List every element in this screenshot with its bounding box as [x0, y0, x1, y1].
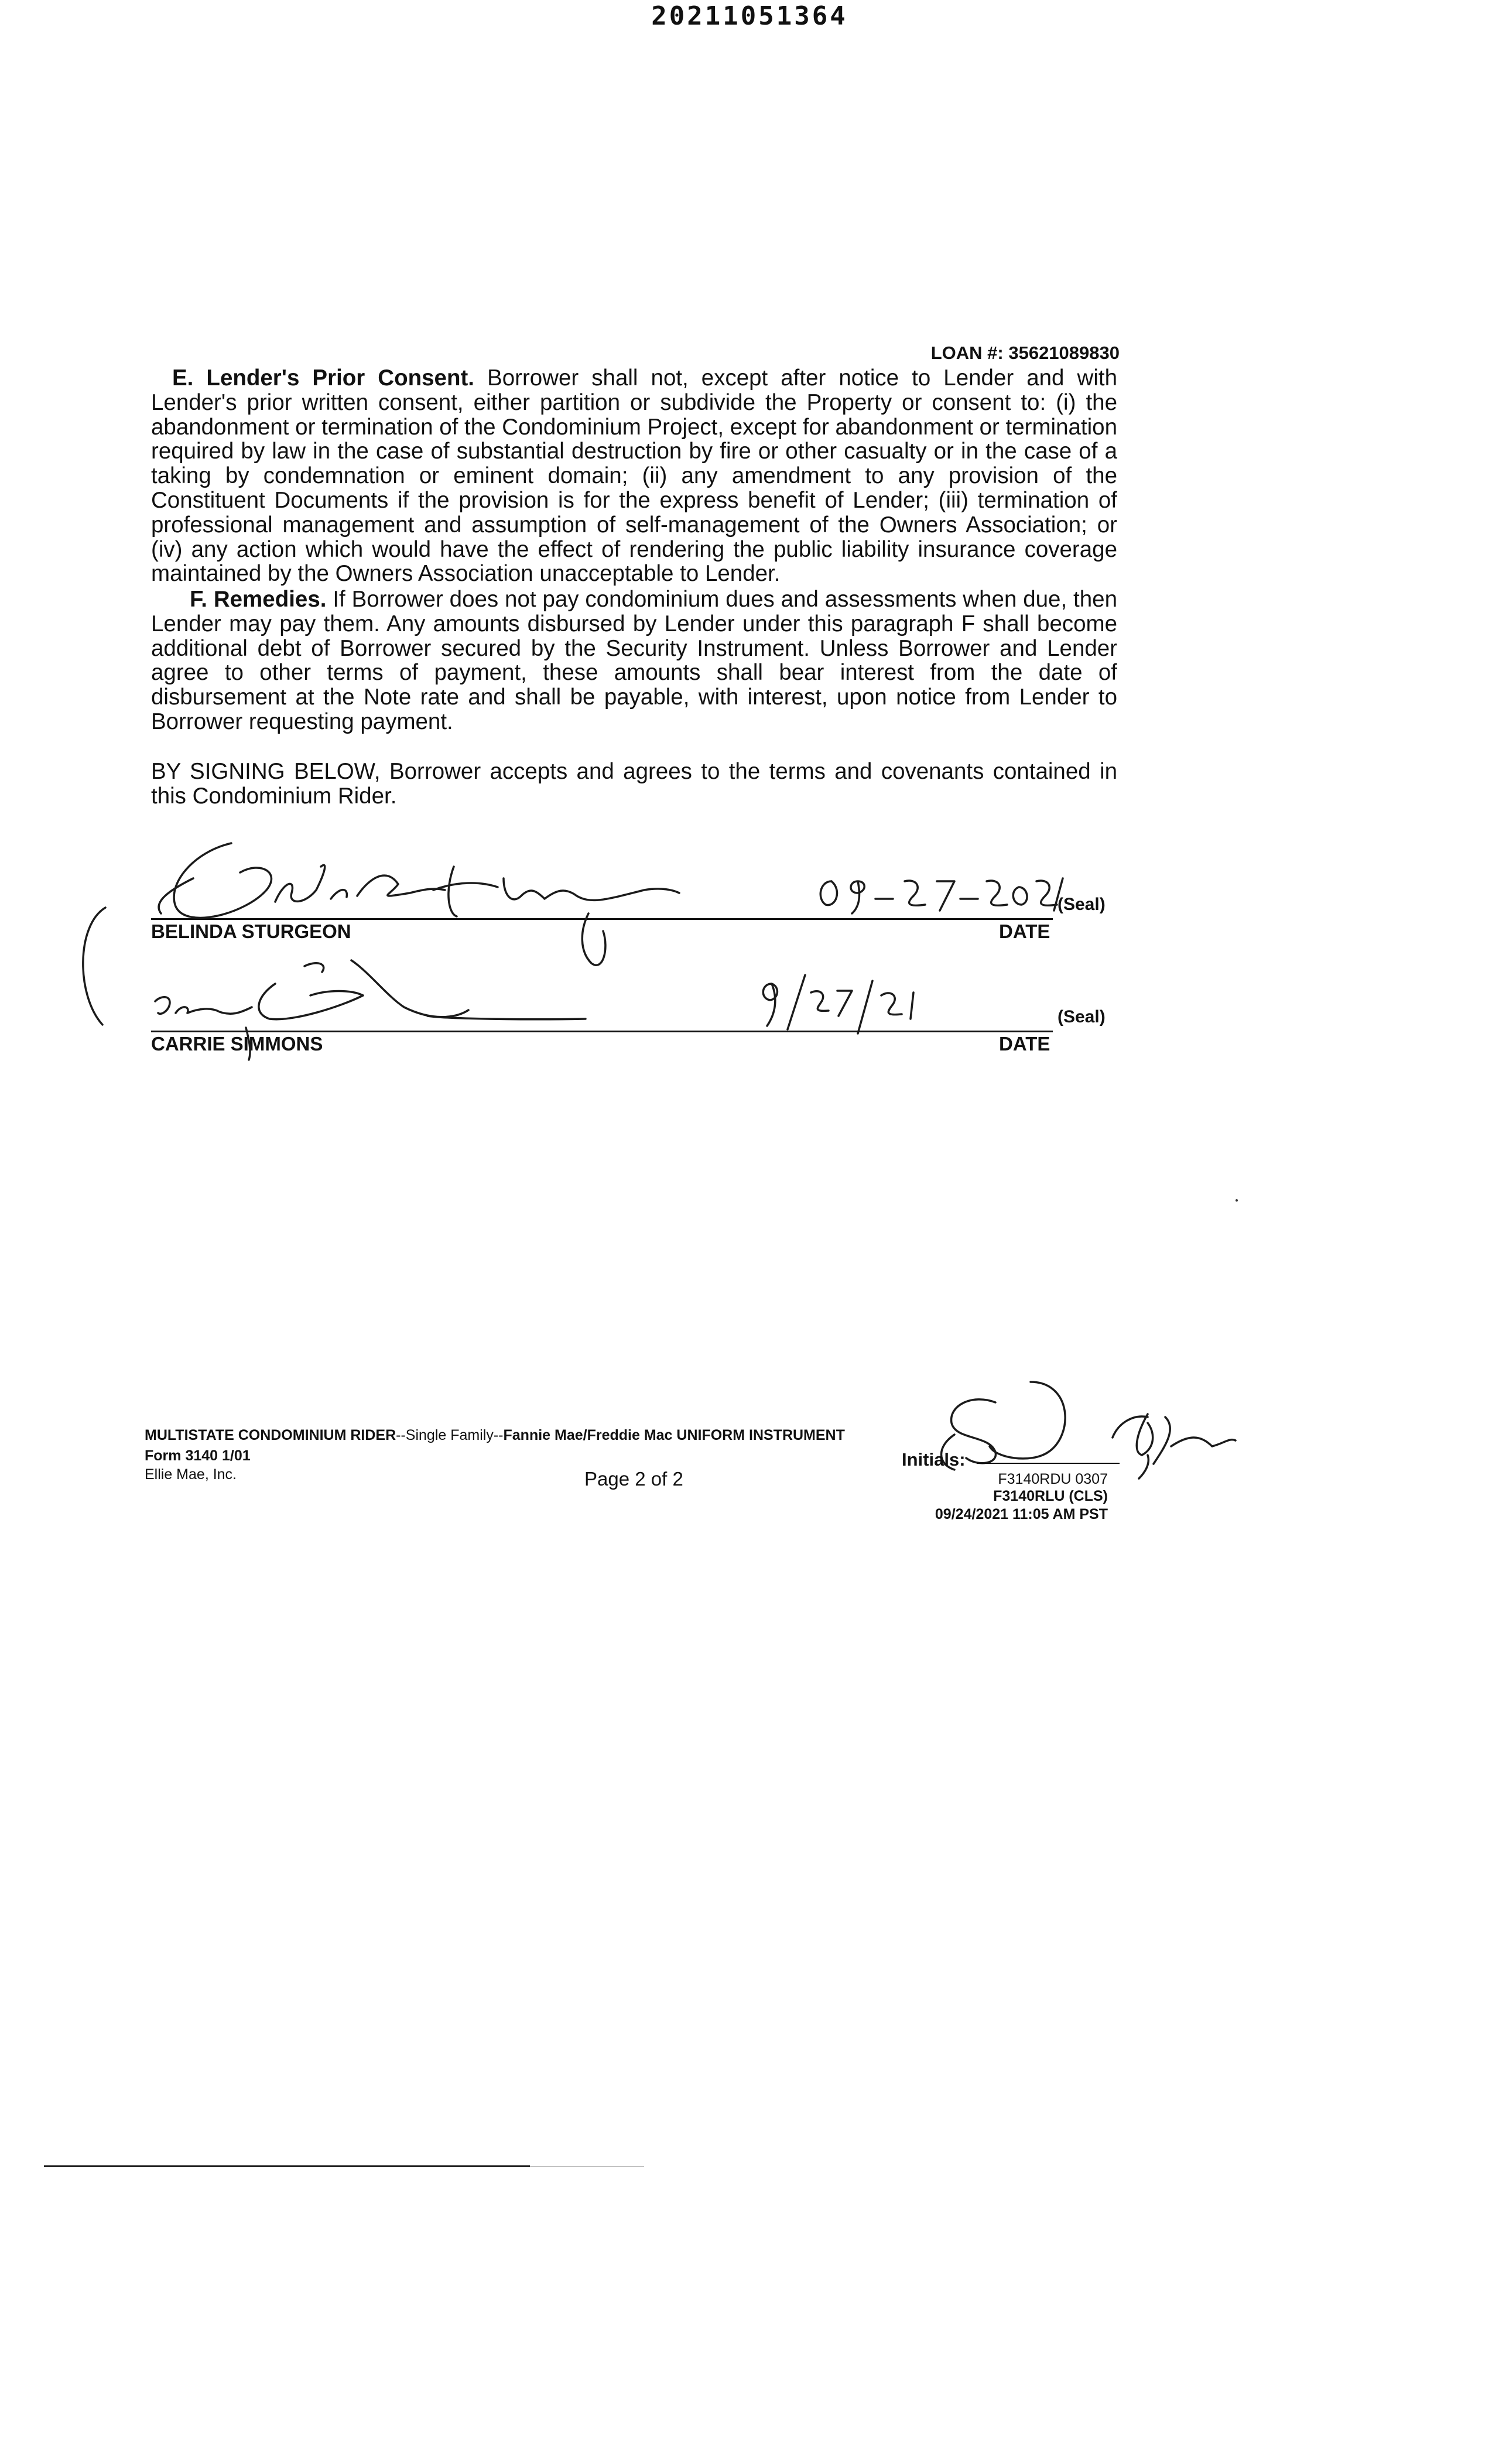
borrower-name-2: CARRIE SIMMONS [151, 1033, 323, 1055]
seal-label-2: (Seal) [1057, 1007, 1106, 1026]
seal-label-1: (Seal) [1057, 895, 1106, 914]
bottom-divider-fade [530, 2166, 644, 2167]
signature-belinda-sturgeon [83, 843, 679, 1025]
scan-speck [1236, 1199, 1238, 1202]
signature-carrie-simmons [155, 960, 586, 1060]
document-number: 20211051364 [651, 1, 848, 31]
initials-label: Initials: [902, 1449, 966, 1470]
date-label-2: DATE [999, 1033, 1050, 1055]
footer-timestamp: 09/24/2021 11:05 AM PST [935, 1506, 1108, 1522]
bottom-divider [44, 2165, 530, 2167]
footer-code-1: F3140RDU 0307 [998, 1471, 1108, 1487]
section-f-body: If Borrower does not pay condominium dues and assessments when due, then Lender may pay them. Any amounts disbursed by Lender under this paragraph F shall become additional debt of Borrower secured by the Security Instrument. Unless Borrower and Lender agree to other terms of payment, these amounts shall bear interest from the date of disbursement at the Note rate and shall be payable, with interest, upon notice from Lender to Borrower requesting payment. [151, 587, 1117, 734]
section-e-heading: E. Lender's Prior Consent. [172, 365, 475, 391]
acceptance-statement: BY SIGNING BELOW, Borrower accepts and agrees to the terms and covenants contained in this Condominium Rider. [151, 759, 1117, 809]
handwritten-date-1 [820, 878, 1063, 913]
footer-form: Form 3140 1/01 [145, 1447, 251, 1464]
footer-company: Ellie Mae, Inc. [145, 1466, 237, 1483]
footer-title-bold2: Fannie Mae/Freddie Mac UNIFORM INSTRUMENT [503, 1427, 845, 1443]
borrower-name-1: BELINDA STURGEON [151, 920, 351, 942]
handwritten-date-2 [763, 975, 913, 1033]
initials-line [977, 1463, 1120, 1464]
footer-title-bold: MULTISTATE CONDOMINIUM RIDER [145, 1427, 396, 1443]
footer-title-rest: --Single Family-- [396, 1427, 504, 1443]
footer-title [145, 1427, 845, 1444]
loan-number: LOAN #: 35621089830 [930, 343, 1120, 363]
date-label-1: DATE [999, 920, 1050, 942]
initials-marks [942, 1382, 1236, 1479]
section-e-body: Borrower shall not, except after notice to Lender and with Lender's prior written consent, either partition or subdivide the Property or consent to: (i) the abandonment or termination of the Condominium Project, except for abandonment or termination required by law in the case of substantial destruction by fire or other casualty or in the case of a taking by condemnation or eminent domain; (ii) any amendment to any provision of the Constituent Documents if the provision is for the express benefit of Lender; (iii) termination of professional management and assumption of self-management of the Owners Association; or (iv) any action which would have the effect of rendering the public liability insurance coverage maintained by the Owners Association unacceptable to Lender. [151, 365, 1118, 587]
section-f-heading: F. Remedies. [190, 587, 327, 612]
footer-code-2: F3140RLU (CLS) [993, 1488, 1108, 1504]
footer-page-number: Page 2 of 2 [584, 1468, 683, 1490]
